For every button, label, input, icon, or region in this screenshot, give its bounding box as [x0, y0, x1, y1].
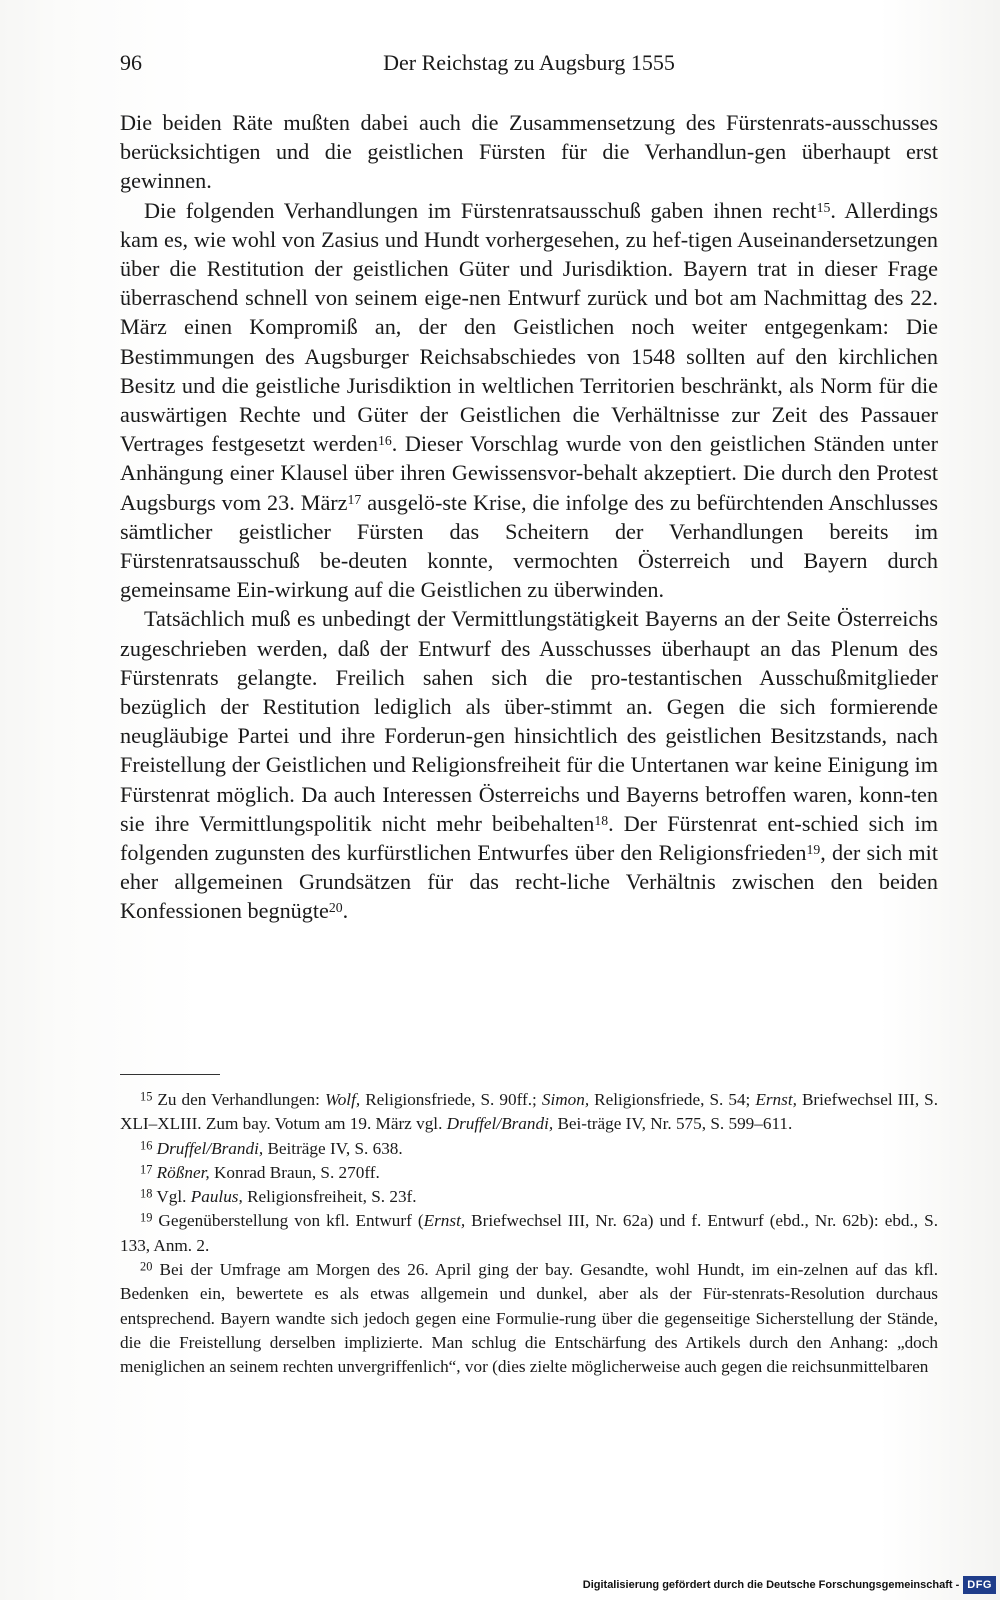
footnote-number: 15 — [140, 1089, 153, 1104]
footnote-ref-19[interactable]: 19 — [806, 841, 821, 857]
footnote-text: Bei der Umfrage am Morgen des 26. April ging der bay. Gesandte, wohl Hundt, im ein-zelnen auf das kfl. Bedenken ein, bewertete es als etwas allgemein und dunkel, aber als der Für-stenrats-Resolution durchaus entsprechend. Bayern wandte sich jedoch gegen eine Formulie-rung über die gegenseitige Sicherstellung der Stände, die die Freistellung derselben implizierte. Man schlug die Entschärfung des Artikels durch den Anhang: „doch meniglichen an seinem rechten unvergriffenlich“, vor (dies zielte möglicherweise auch gegen die reichsunmittelbaren — [120, 1260, 938, 1377]
footnote-ref-20[interactable]: 20 — [328, 900, 343, 916]
footnote-text: Religionsfriede, S. 90ff.; — [360, 1090, 542, 1109]
author-name: Wolf, — [324, 1090, 361, 1109]
dfg-logo: DFG — [963, 1576, 996, 1594]
paragraph-text: . Dieser Vorschlag wurde von den geistlichen Ständen unter Anhängung einer Klausel über ihren Gewissensvor-behalt akzeptiert. Die durch den Protest Augsburgs vom 23. März — [120, 431, 938, 515]
page-number: 96 — [120, 50, 142, 75]
main-text — [120, 108, 938, 926]
footnote-ref-17[interactable]: 17 — [347, 491, 362, 507]
footnote-number: 18 — [140, 1186, 153, 1201]
footnote-text: Briefwechsel III, S. XLI–XLIII. Zum bay. Votum am 19. März vgl. — [120, 1090, 939, 1134]
paragraph-text: . Allerdings kam es, wie wohl von Zasius und Hundt vorhergesehen, zu hef-tigen Auseinandersetzungen über die Restitution der geistlichen Güter und Jurisdiktion. Bayern trat in dieser Frage überraschend schnell von seinem eige-nen Entwurf zurück und bot am Nachmittag des 22. März einen Kompromiß an, der den Geistlichen noch weiter entgegenkam: Die Bestimmungen des Augsburger Reichsabschiedes von 1548 sollten auf den kirchlichen Besitz und die geistliche Jurisdiktion in weltlichen Territorien beschränkt, als Norm für die auswärtigen Rechte und Güter der Geistlichen die Verhältnisse zur Zeit des Passauer Vertrages festgesetzt werden — [120, 197, 939, 457]
paragraph-text: , der sich mit eher allgemeinen Grundsätzen für das recht-liche Verhältnis zwischen den beiden Konfessionen begnügte — [120, 840, 938, 924]
credit-text: Digitalisierung gefördert durch die Deutsche Forschungsgemeinschaft - — [582, 1579, 960, 1591]
footnote-number: 16 — [140, 1138, 153, 1153]
paragraph-text: . — [342, 898, 349, 924]
author-name: Ernst, — [423, 1211, 466, 1231]
footnote-number: 19 — [140, 1211, 153, 1226]
author-name: Simon, — [541, 1090, 590, 1109]
author-name: Druffel/Brandi, — [156, 1138, 264, 1158]
footnote-16 — [120, 1137, 938, 1161]
footnote-17 — [120, 1161, 938, 1185]
footnote-text: Gegenüberstellung von kfl. Entwurf ( — [152, 1211, 424, 1231]
footnote-15 — [120, 1088, 938, 1137]
footnote-number: 20 — [140, 1259, 153, 1274]
footnote-text: Zu den Verhandlungen: — [152, 1090, 325, 1109]
author-name: Rößner, — [156, 1162, 210, 1182]
digitization-credit — [583, 1574, 996, 1596]
footnote-text: Religionsfreiheit, S. 23f. — [242, 1187, 417, 1207]
running-header — [120, 50, 938, 80]
running-title: Der Reichstag zu Augsburg 1555 — [383, 50, 675, 75]
footnote-text: Briefwechsel III, Nr. 62a) und f. Entwurf (ebd., Nr. 62b): ebd., S. 133, Anm. 2. — [120, 1211, 938, 1255]
paragraph-3 — [120, 604, 938, 925]
footnote-separator — [120, 1074, 220, 1075]
footnotes — [120, 1088, 938, 1380]
author-name: Ernst, — [755, 1090, 797, 1109]
footnote-ref-15[interactable]: 15 — [816, 199, 831, 215]
footnote-ref-18[interactable]: 18 — [594, 812, 609, 828]
footnote-20 — [120, 1258, 938, 1379]
footnote-ref-16[interactable]: 16 — [377, 433, 392, 449]
footnote-text: Religionsfriede, S. 54; — [589, 1090, 756, 1109]
footnote-text: Vgl. — [152, 1187, 191, 1207]
footnote-text: Beiträge IV, S. 638. — [263, 1138, 403, 1158]
footnote-number: 17 — [140, 1162, 153, 1177]
footnote-text: Bei-träge IV, Nr. 575, S. 599–611. — [553, 1114, 793, 1134]
paragraph-text: ausgelö-ste Krise, die infolge des zu befürchtenden Anschlusses sämtlicher geistlicher Fürsten das Scheitern der Verhandlungen bereits im Fürstenratsausschuß be-deuten konnte, vermochten Österreich und Bayern durch gemeinsame Ein-wirkung auf die Geistlichen zu überwinden. — [120, 489, 939, 603]
footnote-text: Konrad Braun, S. 270ff. — [209, 1162, 380, 1182]
author-name: Paulus, — [190, 1187, 243, 1207]
paragraph-text: Tatsächlich muß es unbedingt der Vermittlungstätigkeit Bayerns an der Seite Österreichs zugeschrieben werden, daß der Entwurf des Ausschusses überhaupt an das Plenum des Fürstenrats gelangte. Freilich sahen sich die pro-testantischen Ausschußmitglieder bezüglich der Restitution lediglich als über-stimmt an. Gegen die sich formierende neugläubige Partei und ihre Forderun-gen hinsichtlich des geistlichen Besitzstands, nach Freistellung der Geistlichen und Religionsfreiheit für die Untertanen war keine Einigung im Fürstenrat möglich. Da auch Interessen Österreichs und Bayerns betroffen waren, konn-ten sie ihre Vermittlungspolitik nicht mehr beibehalten — [120, 606, 938, 836]
paragraph-2 — [120, 196, 938, 605]
paragraph-1: Die beiden Räte mußten dabei auch die Zusammensetzung des Fürstenrats-ausschusses berücksichtigen und die geistlichen Fürsten für die Verhandlun-gen überhaupt erst gewinnen. — [120, 110, 938, 194]
footnote-19 — [120, 1209, 938, 1258]
paragraph-text: Die folgenden Verhandlungen im Fürstenratsausschuß gaben ihnen recht — [144, 197, 817, 223]
author-name: Druffel/Brandi, — [446, 1114, 554, 1134]
paragraph-text: . Der Fürstenrat ent-schied sich im folgenden zugunsten des kurfürstlichen Entwurfes über den Religionsfrieden — [120, 810, 938, 866]
footnote-18 — [120, 1185, 938, 1209]
